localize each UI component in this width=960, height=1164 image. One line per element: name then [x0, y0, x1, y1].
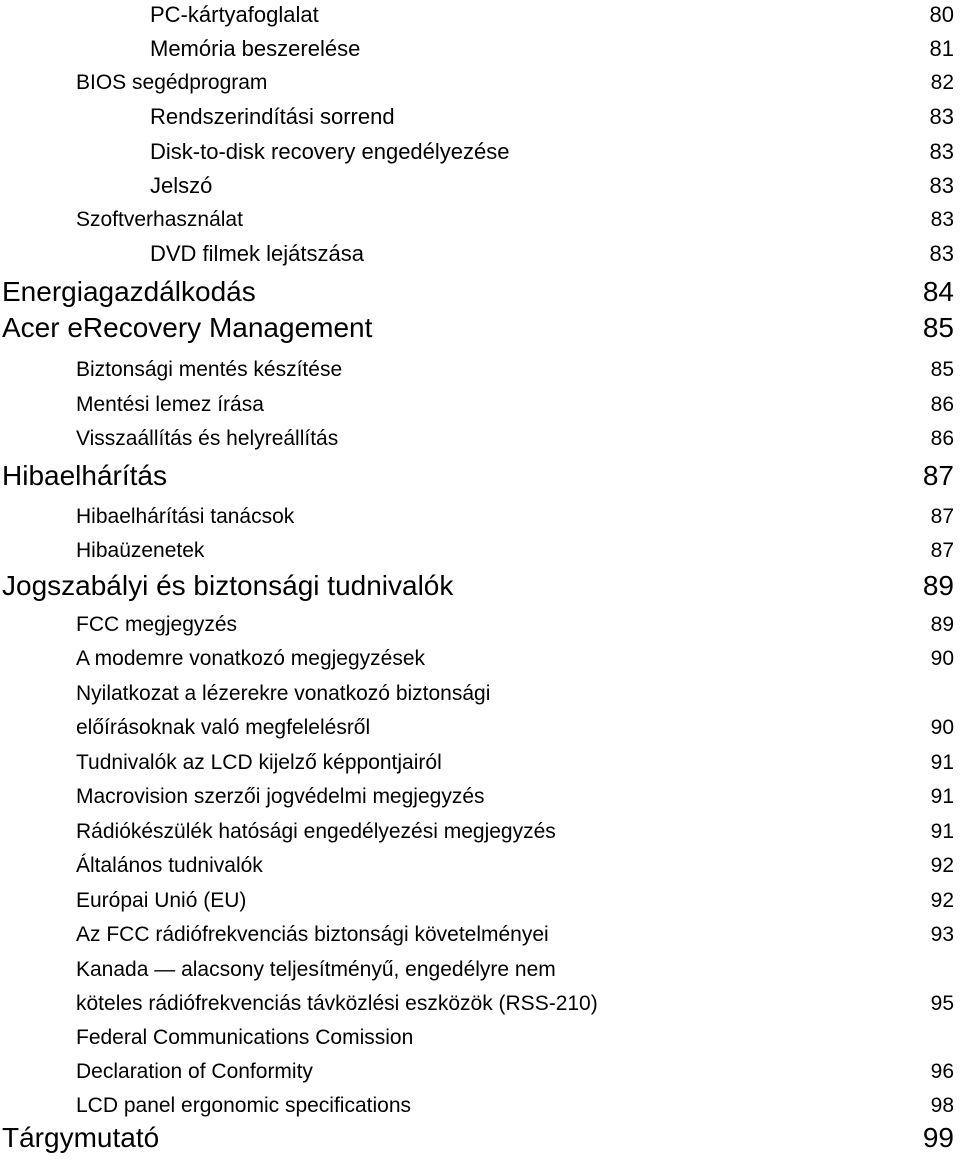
toc-entry-page: 92 [930, 854, 954, 877]
toc-entry[interactable] [0, 748, 960, 778]
toc-entry-page: 98 [930, 1094, 954, 1117]
toc-entry-page: 91 [930, 785, 954, 808]
toc-entry-page: 91 [930, 820, 954, 843]
toc-entry-label: Macrovision szerzői jogvédelmi megjegyzés [76, 785, 485, 808]
toc-entry[interactable] [0, 782, 960, 812]
toc-entry-page: 89 [922, 570, 954, 601]
toc-entry-label: Biztonsági mentés készítése [76, 358, 343, 381]
toc-entry-page: 96 [930, 1060, 954, 1083]
toc-entry-page: 86 [930, 427, 954, 450]
toc-entry-page: 83 [929, 173, 954, 198]
toc-entry-label: DVD filmek lejátszása [150, 241, 364, 266]
toc-entry-page: 83 [929, 104, 954, 129]
toc-entry-label: Memória beszerelése [150, 36, 361, 61]
toc-entry-page: 90 [930, 716, 954, 739]
toc-entry-label: Hibaelhárítási tanácsok [76, 505, 295, 528]
toc-entry[interactable] [0, 355, 960, 385]
toc-entry[interactable] [0, 817, 960, 847]
toc-entry[interactable] [0, 1121, 960, 1155]
toc-entry-label: Hibaüzenetek [76, 539, 205, 562]
toc-entry-label: A modemre vonatkozó megjegyzések [76, 647, 426, 670]
toc-entry[interactable] [0, 239, 960, 269]
toc-entry-page: 80 [929, 2, 954, 27]
toc-entry-label: Federal Communications Comission [76, 1026, 414, 1049]
toc-entry[interactable] [0, 679, 960, 709]
toc-entry[interactable] [0, 1057, 960, 1087]
toc-entry-label: köteles rádiófrekvenciás távközlési eszközök (RSS-210) [76, 992, 598, 1015]
toc-entry-label: PC-kártyafoglalat [150, 2, 319, 27]
toc-entry[interactable] [0, 955, 960, 985]
toc-entry[interactable] [0, 459, 960, 493]
toc-entry[interactable] [0, 644, 960, 674]
toc-entry-label: Általános tudnivalók [76, 854, 263, 877]
toc-entry[interactable] [0, 1091, 960, 1121]
toc-entry[interactable] [0, 569, 960, 603]
toc-entry-page: 93 [930, 923, 954, 946]
toc-entry-label: Rádiókészülék hatósági engedélyezési megjegyzés [76, 820, 556, 843]
toc-entry-label: Hibaelhárítás [2, 460, 167, 491]
toc-entry[interactable] [0, 610, 960, 640]
toc-entry[interactable] [0, 390, 960, 420]
toc-entry-label: Nyilatkozat a lézerekre vonatkozó biztonsági [76, 682, 491, 705]
toc-entry-label: Európai Unió (EU) [76, 889, 247, 912]
toc-entry-page: 82 [930, 71, 954, 94]
toc-entry-label: Szoftverhasználat [76, 208, 243, 231]
toc-entry[interactable] [0, 34, 960, 64]
toc-entry[interactable] [0, 989, 960, 1019]
toc-entry-label: Kanada — alacsony teljesítményű, engedélyre nem [76, 958, 556, 981]
toc-entry-page: 83 [929, 241, 954, 266]
toc-entry-page: 87 [930, 539, 954, 562]
toc-entry-page: 92 [930, 889, 954, 912]
toc-entry-label: Disk-to-disk recovery engedélyezése [150, 139, 510, 164]
toc-entry-page: 95 [930, 992, 954, 1015]
toc-entry-label: Tudnivalók az LCD kijelző képpontjairól [76, 751, 442, 774]
toc-entry[interactable] [0, 536, 960, 566]
toc-entry[interactable] [0, 713, 960, 743]
toc-entry[interactable] [0, 137, 960, 167]
toc-entry-label: Mentési lemez írása [76, 393, 264, 416]
toc-entry[interactable] [0, 102, 960, 132]
toc-entry-page: 81 [929, 36, 954, 61]
toc-entry-page: 87 [922, 460, 954, 491]
toc-entry-label: Declaration of Conformity [76, 1060, 313, 1083]
toc-entry-page: 84 [922, 276, 954, 307]
toc-entry-label: előírásoknak való megfelelésről [76, 716, 371, 739]
toc-entry-page: 99 [922, 1122, 954, 1153]
toc-entry-page: 89 [930, 613, 954, 636]
toc-entry[interactable] [0, 0, 960, 30]
toc-entry-page: 90 [930, 647, 954, 670]
toc-entry-label: Visszaállítás és helyreállítás [76, 427, 339, 450]
toc-entry-page: 85 [930, 358, 954, 381]
toc-entry-label: Az FCC rádiófrekvenciás biztonsági követelményei [76, 923, 549, 946]
toc-entry-page: 83 [930, 208, 954, 231]
toc-entry-page: 87 [930, 505, 954, 528]
toc-entry-label: FCC megjegyzés [76, 613, 238, 636]
toc-entry-label: Acer eRecovery Management [2, 312, 373, 343]
toc-entry-label: LCD panel ergonomic specifications [76, 1094, 412, 1117]
toc-entry-label: Jelszó [150, 173, 213, 198]
toc-entry[interactable] [0, 920, 960, 950]
toc-entry[interactable] [0, 205, 960, 235]
toc-entry[interactable] [0, 311, 960, 345]
toc-entry-label: Tárgymutató [2, 1122, 160, 1153]
toc-entry-label: Energiagazdálkodás [2, 276, 256, 307]
toc-entry[interactable] [0, 886, 960, 916]
toc-entry[interactable] [0, 68, 960, 98]
toc-entry[interactable] [0, 275, 960, 309]
toc-entry-page: 85 [922, 312, 954, 343]
toc-entry[interactable] [0, 171, 960, 201]
toc-entry[interactable] [0, 851, 960, 881]
toc-entry[interactable] [0, 502, 960, 532]
toc-entry-label: Jogszabályi és biztonsági tudnivalók [2, 570, 454, 601]
toc-entry-page: 83 [929, 139, 954, 164]
toc-entry-page: 86 [930, 393, 954, 416]
toc-entry-label: BIOS segédprogram [76, 71, 268, 94]
toc-entry-label: Rendszerindítási sorrend [150, 104, 395, 129]
toc-entry[interactable] [0, 424, 960, 454]
toc-entry[interactable] [0, 1023, 960, 1053]
toc-entry-page: 91 [930, 751, 954, 774]
